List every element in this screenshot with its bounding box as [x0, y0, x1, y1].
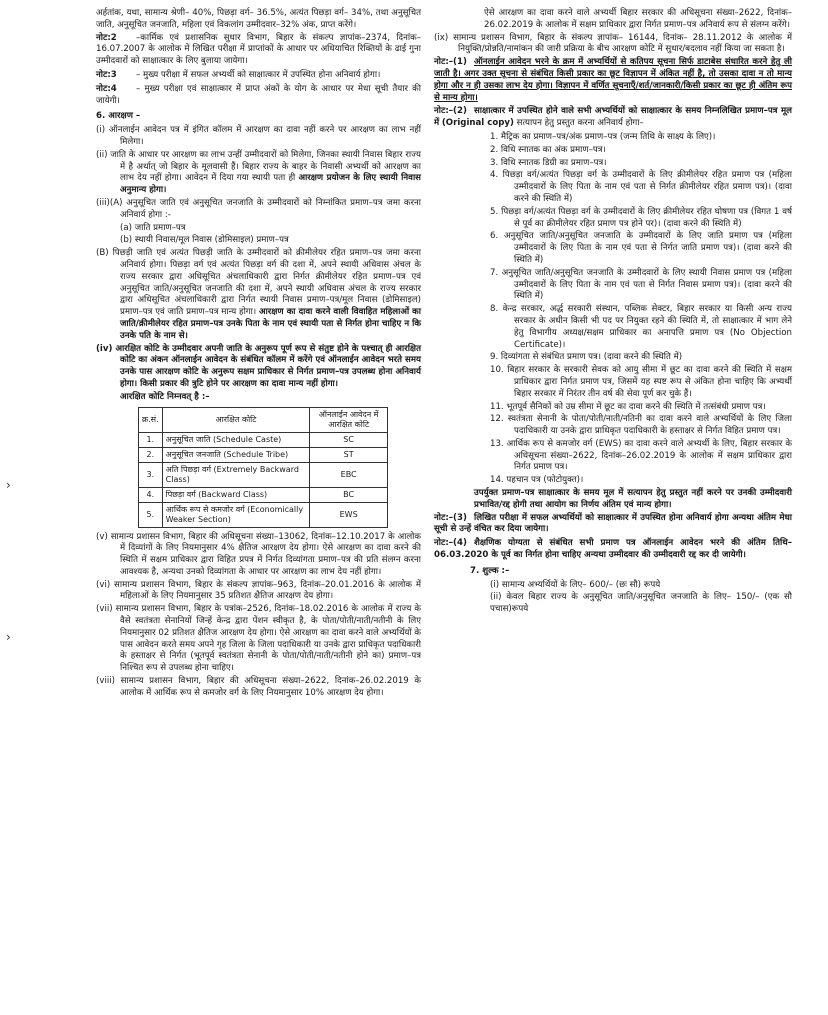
table-cell: EWS — [310, 502, 388, 527]
margin-mark: › — [6, 630, 11, 644]
table-cell: आर्थिक रूप से कमजोर वर्ग (Economically Weaker Section) — [162, 502, 310, 527]
note-3-right-text: लिखित परीक्षा में सफल अभ्यर्थियों को साक्षात्कार में उपस्थित होना अनिवार्य होगा अन्यथा अंतिम मेधा सूची से उन्हें वंचित कर दिया जायेगा। — [434, 512, 792, 535]
clause-vii: (vii) सामान्य प्रशासन विभाग, बिहार के पत्रांक–2526, दिनांक–18.02.2016 के आलोक में राज्य के वैसे स्वतंत्रता सेनानियों जिन्हें केन्द्र द्वारा पेंशन स्वीकृत है, के पोता/पोती/नाती/नतीनी के लिए नियमानुसार 02 प्रतिशत क्षैतिज आरक्षण देय होगा। ऐसे आरक्षण का दावा करने वाले अभ्यर्थियों के पास आवेदन करते समय अपने गृह जिला के जिला पदाधिकारी या उनके द्वारा प्राधिकृत पदाधिकारी के हस्ताक्षर से निर्गत (भूतपूर्व स्वतंत्रता सेनानी के पोता/पोती/नाती/नतीनी होने का) प्रमाण–पत्र निश्चित रूप से उपलब्ध होना चाहिए। — [96, 604, 421, 674]
note-2-text: –कार्मिक एवं प्रशासनिक सुधार विभाग, बिहार के संकल्प ज्ञापांक–2374, दिनांक–16.07.2007 के आलोक में लिखित परीक्षा में प्राप्तांकों के आधार पर अधियाचित रिक्तियों के ढाई गुना उम्मीदवारों को साक्षात्कार के लिए बुलाया जायेगा। — [96, 32, 421, 67]
continued-text: ऐसे आरक्षण का दावा करने वाले अभ्यर्थी बिहार सरकार की अधिसूचना संख्या–2622, दिनांक–26.02.2019 के आलोक में सक्षम प्राधिकार द्वारा निर्गत प्रमाण–पत्र अनिवार्य रूप से संलग्न करेंगे। — [484, 8, 792, 30]
note-4 — [96, 84, 421, 108]
table-cell: पिछड़ा वर्ग (Backward Class) — [162, 487, 310, 502]
note-4-right-text: शैक्षणिक योग्यता से संबंधित सभी प्रमाण पत्र ऑनलाईन आवेदन भरने की अंतिम तिथि–06.03.2020 के पूर्व का निर्गत होना चाहिए अन्यथा उम्मीदवार की उम्मीदवारी रद्द कर दी जायेगी। — [434, 538, 792, 561]
clause-v: (v) सामान्य प्रशासन विभाग, बिहार की अधिसूचना संख्या–13062, दिनांक–12.10.2017 के आलोक में दिव्यांगों के लिए नियमानुसार 4% क्षैतिज आरक्षण देय होगा। ऐसे आरक्षण का दावा करने की स्थिति में सक्षम प्राधिकार द्वारा विहित प्रपत्र में निर्गत दिव्यांगता प्रमाण–पत्र की प्रति संलग्न करना आवश्यक है, अन्यथा उनको दिव्यांगता के आधार पर आरक्षण का लाभ देय नहीं होगा। — [96, 531, 421, 577]
table-cell: अनुसूचित जनजाति (Schedule Tribe) — [162, 447, 310, 462]
list-item: 5. पिछड़ा वर्ग/अत्यंत पिछड़ा वर्ग के उम्मीदवारों के लिए क्रीमीलेयर रहित घोषणा पत्र (विगत 1 वर्ष से पूर्व का क्रीमीलेयर रहित प्रमाण पत्र होने पर)। (दावा करने की स्थिति में) — [490, 206, 792, 229]
table-row — [139, 462, 388, 487]
note-3-text: – मुख्य परीक्षा में सफल अभ्यर्थी को साक्षात्कार में उपस्थित होना अनिवार्य होगा। — [136, 69, 381, 80]
clause-viii: (viii) सामान्य प्रशासन विभाग, बिहार की अधिसूचना संख्या–2622, दिनांक–26.02.2019 के आलोक में आर्थिक रूप से कमजोर वर्ग के लिए नियमानुसार 10% आरक्षण देय होगा। — [96, 676, 421, 698]
list-item: 6. अनुसूचित जाति/अनुसूचित जनजाति के उम्मीदवारों के लिए जाति प्रमाण पत्र (महिला उम्मीदवारों के लिए पिता के नाम एवं पता से निर्गत जाति प्रमाण पत्र)। (दावा करने की स्थिति में) — [490, 231, 792, 265]
table-cell: 3. — [139, 462, 163, 487]
list-item: 9. दिव्यांगता से संबंधित प्रमाण पत्र। (दावा करने की स्थिति में) — [490, 352, 683, 363]
note-1 — [434, 57, 792, 104]
table-cell: BC — [310, 487, 388, 502]
table-header: क्र.सं. — [139, 407, 163, 432]
left-column — [96, 8, 421, 701]
clause-ii-bold: आरक्षण प्रयोजन के लिए स्थायी निवास अनुमान्य होगा। — [120, 173, 421, 196]
table-header-row — [139, 407, 388, 432]
table-cell: EBC — [310, 462, 388, 487]
table-row — [139, 487, 388, 502]
note-2 — [96, 33, 421, 68]
clause-iiiA: (iii)(A) अनुसूचित जाति एवं अनुसूचित जनजाति के उम्मीदवारों को निम्नांकित प्रमाण–पत्र जमा करना अनिवार्य होगा :- — [96, 197, 421, 220]
reservation-table — [138, 407, 388, 528]
document-list — [434, 132, 792, 487]
clause-ix: (ix) सामान्य प्रशासन विभाग, बिहार के संकल्प ज्ञापांक– 16144, दिनांक– 28.11.2012 के आलोक में नियुक्ति/प्रोन्नति/नामांकन की जारी प्रक्रिया के बीच आरक्षण कोटि में सुधार/बदलाव नहीं किया जा सकता है। — [434, 32, 792, 55]
clause-iiiB — [96, 248, 421, 342]
note-2-docs-rest: सत्यापन हेतु प्रस्तुत करना अनिवार्य होगा– — [516, 118, 644, 129]
clause-ii — [96, 150, 421, 197]
note-4-right-tag: नोट:–(4) — [434, 538, 467, 549]
clause-iv: (iv) आरक्षित कोटि के उम्मीदवार अपनी जाति के अनुरूप पूर्ण रूप से संतुष्ट होने के पश्चात् ही आरक्षित कोटि का अंकन ऑनलाईन आवेदन के संबंधित कॉलम में करेंगे एवं ऑनलाईन आवेदन भरते समय उनके पास आरक्षण कोटि के अनुरूप सक्षम प्राधिकार से निर्गत प्रमाण–पत्र उपलब्ध होना अनिवार्य होगा। किसी प्रकार की त्रुटि होने पर आरक्षण का दावा मान्य नहीं होगा। — [96, 343, 421, 389]
note-1-text: ऑनलाईन आवेदन भरने के क्रम में अभ्यर्थियों से कतिपय सूचना सिर्फ डाटाबेस संधारित करने हेतु ली जाती है। अगर उक्त सूचना से संबंधित किसी प्रकार का छूट विज्ञापन में अंकित नहीं है, तो उसका दावा न तो मान्य होगा और न ही उसका लाभ देय होगा। विज्ञापन में वर्णित सूचनाएँ/शर्त/जानकारी/किसी प्रकार का छूट ही अंतिम रूप से मान्य होगा। — [434, 57, 792, 103]
note-2-tag: नोट:2 — [96, 32, 117, 43]
note-3-right — [434, 513, 792, 537]
section-7-heading: 7. शुल्क :– — [470, 565, 510, 576]
clause-iiiA-b: (b) स्थायी निवास/मूल निवास (डोमिसाइल) प्रमाण–पत्र — [120, 235, 289, 246]
list-item: 11. भूतपूर्व सैनिकों को उम्र सीमा में छूट का दावा करने की स्थिति में तत्संबंधी प्रमाण पत्र। — [490, 401, 766, 412]
table-cell: 5. — [139, 502, 163, 527]
clause-i: (i) ऑनलाईन आवेदन पत्र में इंगित कॉलम में आरक्षण का दावा नहीं करने पर आरक्षण का लाभ नहीं मिलेगा। — [96, 125, 421, 147]
clause-iiiB-bold: आरक्षण का दावा करने वाली विवाहित महिलाओं का जाति/क्रीमीलेयर रहित प्रमाण–पत्र उनके पिता के नाम एवं स्थायी पता से निर्गत होना चाहिए न कि उनके पति के नाम से। — [120, 307, 422, 341]
list-item: 4. पिछड़ा वर्ग/अत्यंत पिछड़ा वर्ग के उम्मीदवारों के लिए क्रीमीलेयर रहित प्रमाण पत्र (महिला उम्मीदवारों के लिए पिता के नाम एवं पता से निर्गत क्रीमीलेयर रहित प्रमाण पत्र)। (दावा करने की स्थिति में) — [490, 170, 792, 204]
note-2-docs-text: साक्षात्कार में उपस्थित होने वाले सभी अभ्यर्थियों को साक्षात्कार के समय निम्नलिखित प्रमाण–पत्र मूल में — [434, 106, 792, 129]
list-item: 7. अनुसूचित जाति/अनुसूचित जनजाति के उम्मीदवारों के लिए स्थायी निवास प्रमाण पत्र (महिला उम्मीदवारों के लिए पिता के नाम एवं पता से निर्गत निवास प्रमाण पत्र)। (दावा करने की स्थिति में) — [490, 267, 792, 302]
list-item: 3. विधि स्नातक डिग्री का प्रमाण–पत्र। — [490, 157, 607, 168]
list-item: 12. स्वतंत्रता सेनानी के पोता/पोती/नाती/नतिनी का दावा करने वाले अभ्यर्थियों के लिए जिला पदाधिकारी या उनके द्वारा प्राधिकृत पदाधिकारी के हस्ताक्षर से निर्गत विहित प्रमाण पत्र। — [490, 414, 792, 437]
fee-general: (i) सामान्य अभ्यर्थियों के लिए– 600/– (छः सौ) रूपये — [490, 579, 661, 590]
reserved-category-intro: आरक्षित कोटि निम्नवत् है :– — [120, 391, 210, 402]
list-item: 2. विधि स्नातक का अंक प्रमाण–पत्र। — [490, 144, 606, 155]
table-row — [139, 502, 388, 527]
note-4-right — [434, 538, 792, 562]
margin-mark: › — [6, 478, 11, 492]
clause-ii-text: (ii) जाति के आधार पर आरक्षण का लाभ उन्हीं उम्मीदवारों को मिलेगा, जिनका स्थायी निवास बिहार राज्य में है अर्थात् जो बिहार के मूलवासी हैं। बिहार राज्य के बाहर के निवासी अभ्यर्थी को आरक्षण का लाभ देय नहीं होगा। आवेदन में दिया गया स्थायी पता ही — [96, 149, 421, 184]
list-item: 14. पहचान पत्र (फोटोयुक्त)। — [490, 475, 584, 486]
table-cell: SC — [310, 432, 388, 447]
note-4-tag: नोट:4 — [96, 83, 117, 94]
right-column — [434, 8, 792, 617]
note-3-right-tag: नोट:–(3) — [434, 512, 467, 523]
note-2-docs — [434, 106, 792, 130]
table-header: आरक्षित कोटि — [162, 407, 310, 432]
fee-sc-st: (ii) केवल बिहार राज्य के अनुसूचित जाति/अनुसूचित जनजाति के लिए– 150/– (एक सौ पचास)रूपये — [490, 592, 792, 615]
table-cell: 4. — [139, 487, 163, 502]
list-item: 10. बिहार सरकार के सरकारी सेवक को आयु सीमा में छूट का दावा करने की स्थिति में सक्षम प्राधिकार द्वारा निर्गत प्रमाण पत्र, जिसमें यह स्पष्ट रूप से अंकित होना चाहिए कि अभ्यर्थी बिहार सरकार में निरंतर तीन वर्ष की सेवा पूर्ण कर चुके हैं। — [490, 365, 792, 399]
table-row — [139, 447, 388, 462]
note-3-tag: नोट:3 — [96, 69, 117, 80]
after-list-text: उपर्युक्त प्रमाण–पत्र साक्षात्कार के समय मूल में सत्यापन हेतु प्रस्तुत नहीं करने पर उनकी उम्मीदवारी प्रभावित/रद्द होगी तथा आयोग का निर्णय अंतिम एवं मान्य होगा। — [474, 488, 792, 510]
table-cell: 2. — [139, 447, 163, 462]
clause-iiiA-a: (a) जाति प्रमाण–पत्र — [120, 222, 186, 233]
note-2-docs-tag: नोट:–(2) — [434, 106, 467, 117]
intro-text: अर्हतांक, यथा, सामान्य श्रेणी– 40%, पिछड़ा वर्ग– 36.5%, अत्यंत पिछड़ा वर्ग– 34%, तथा अनुसूचित जाति, अनुसूचित जनजाति, महिला एवं विकलांग उम्मीदवार–32% अंक, प्राप्त करेंगे। — [96, 8, 421, 30]
table-cell: अनुसूचित जाति (Schedule Caste) — [162, 432, 310, 447]
table-cell: ST — [310, 447, 388, 462]
table-cell: 1. — [139, 432, 163, 447]
clause-iiiB-text: (B) पिछड़ी जाति एवं अत्यंत पिछड़ी जाति के उम्मीदवारों को क्रीमीलेयर रहित प्रमाण–पत्र जमा करना अनिवार्य होगा। पिछड़ा वर्ग एवं अत्यंत पिछड़ा वर्ग की दशा में, अपने स्थायी अधिवास अंचल के राज्य सरकार द्वारा अधिसूचित अंचलाधिकारी द्वारा निर्गत क्रीमीलेयर रहित प्रमाण–पत्र एवं अनुसूचित जाति/अनुसूचित जनजाति की दशा में, अपने स्थायी अधिवास अंचल के राज्य सरकार द्वारा अधिसूचित अंचलाधिकारी द्वारा निर्गत स्थायी निवास प्रमाण–पत्र/मूल निवास (डोमिसाइल) प्रमाण–पत्र एवं जाति प्रमाण–पत्र मान्य होगा। — [96, 248, 421, 318]
note-1-tag: नोट:–(1) — [434, 57, 467, 68]
table-row — [139, 432, 388, 447]
list-item: 13. आर्थिक रूप से कमजोर वर्ग (EWS) का दावा करने वाले अभ्यर्थी के लिए, बिहार सरकार के अधिसूचना संख्या–2622, दिनांक–26.02.2019 के आलोक में सक्षम प्राधिकार द्वारा निर्गत प्रमाण पत्र। — [490, 438, 792, 473]
note-4-text: – मुख्य परीक्षा एवं साक्षात्कार में प्राप्त अंकों के योग के आधार पर मेधा सूची तैयार की जायेगी। — [96, 83, 421, 106]
table-cell: अति पिछड़ा वर्ग (Extremely Backward Class) — [162, 462, 310, 487]
clause-vi: (vi) सामान्य प्रशासन विभाग, बिहार के संकल्प ज्ञापांक–963, दिनांक–20.01.2016 के आलोक में महिलाओं के लिए नियमानुसार 35 प्रतिशत क्षैतिज आरक्षण देय होगा। — [96, 579, 421, 602]
list-item: 1. मैट्रिक का प्रमाण–पत्र/अंक प्रमाण–पत्र (जन्म तिथि के साक्ष्य के लिए)। — [490, 131, 716, 142]
table-header: ऑनलाईन आवेदन में आरक्षित कोटि — [310, 407, 388, 432]
list-item: 8. केन्द्र सरकार, अर्द्ध सरकारी संस्थान, पब्लिक सेक्टर, बिहार सरकार या किसी अन्य राज्य सरकार के अधीन किसी भी पद पर नियुक्त रहने की स्थिति में, तो साक्षात्कार में भाग लेने हेतु विभागीय अध्यक्ष/सक्षम प्राधिकार का अनापत्ति प्रमाण पत्र (No Objection Certificate)। — [490, 304, 792, 350]
original-copy-label: (Original copy) — [441, 118, 514, 129]
note-3 — [96, 70, 421, 82]
section-6-heading: 6. आरक्षण – — [96, 111, 141, 122]
